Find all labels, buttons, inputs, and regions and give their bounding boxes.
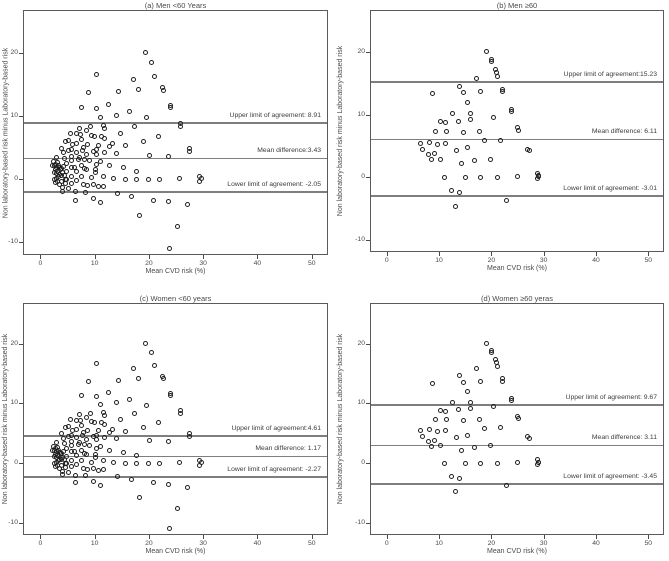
data-point [61, 150, 66, 155]
data-point [68, 131, 73, 136]
data-point [453, 204, 458, 209]
data-point [106, 102, 111, 107]
data-point [107, 144, 112, 149]
y-axis-tick-label: -10 [355, 519, 365, 527]
data-point [459, 448, 464, 453]
y-axis-tick-label: 0 [14, 175, 18, 183]
x-axis-tick [257, 255, 258, 259]
data-point [432, 151, 437, 156]
upper-limit-line-label: Upper limit of agreement:4.61 [231, 424, 321, 432]
upper-limit-line-label: Upper limit of agreement: 9.67 [565, 394, 657, 402]
y-axis-tick [19, 53, 23, 54]
chart-title: (d) Women ≥60 yeras [481, 294, 553, 303]
y-axis-tick [366, 52, 370, 53]
data-point [115, 474, 120, 479]
data-point [488, 157, 493, 162]
mean-difference-line [371, 139, 663, 140]
data-point [199, 176, 204, 181]
data-point [79, 137, 84, 142]
data-point [134, 177, 139, 182]
y-axis-tick [366, 115, 370, 116]
data-point [69, 181, 74, 186]
upper-limit-line-label: Upper limit of agreement:15.23 [563, 71, 657, 79]
mean-difference-line-label: Mean difference: 6.11 [591, 128, 657, 136]
data-point [136, 376, 141, 381]
data-point [443, 409, 448, 414]
data-point [453, 489, 458, 494]
data-point [116, 378, 121, 383]
data-point [118, 131, 123, 136]
x-axis-tick [648, 535, 649, 539]
upper-limit-line [371, 81, 663, 83]
data-point [442, 175, 447, 180]
data-point [69, 174, 74, 179]
data-point [101, 184, 106, 189]
data-point [468, 406, 473, 411]
data-point [96, 143, 101, 148]
data-point [461, 380, 466, 385]
x-axis-tick-label: 0 [384, 257, 389, 264]
y-axis-tick-label: 20 [357, 339, 365, 347]
data-point [477, 129, 482, 134]
data-point [143, 341, 148, 346]
y-axis-tick-label: 10 [357, 399, 365, 407]
data-point [149, 60, 154, 65]
data-point [99, 134, 104, 139]
data-point [433, 417, 438, 422]
chart-title: (a) Men <60 Years [144, 1, 207, 10]
data-point [527, 436, 532, 441]
x-axis-tick [648, 252, 649, 256]
data-point [430, 91, 435, 96]
data-point [516, 416, 521, 421]
data-point [89, 460, 94, 465]
x-axis-tick-label: 0 [38, 540, 43, 547]
data-point [106, 390, 111, 395]
data-point [131, 366, 136, 371]
x-axis-tick [95, 255, 96, 259]
y-axis-tick [19, 344, 23, 345]
mean-difference-line-label: Mean difference: 3.11 [591, 433, 657, 441]
x-axis-tick-label: 20 [487, 540, 496, 547]
x-axis-tick [312, 255, 313, 259]
data-point [136, 87, 141, 92]
panel-men-under60 [0, 0, 335, 280]
y-axis-tick [19, 463, 23, 464]
data-point [498, 138, 503, 143]
data-point [59, 146, 64, 151]
data-point [132, 411, 137, 416]
x-axis-tick [387, 535, 388, 539]
x-axis-tick [203, 535, 204, 539]
x-axis-tick-label: 10 [90, 540, 99, 547]
data-point [98, 115, 103, 120]
y-axis-tick-label: 20 [10, 48, 18, 56]
data-point [161, 88, 166, 93]
data-point [504, 198, 509, 203]
x-axis-tick [596, 535, 597, 539]
data-point [87, 443, 92, 448]
data-point [459, 161, 464, 166]
x-axis-tick-label: 40 [253, 260, 262, 267]
data-point [146, 461, 151, 466]
data-point [86, 379, 91, 384]
data-point [151, 198, 156, 203]
x-axis-label: Mean CVD risk (%) [145, 548, 206, 555]
data-point [118, 417, 123, 422]
data-point [443, 141, 448, 146]
data-point [77, 126, 82, 131]
data-point [132, 124, 137, 129]
x-axis-tick [387, 252, 388, 256]
lower-limit-line [371, 483, 663, 485]
x-axis-tick [257, 535, 258, 539]
data-point [156, 420, 161, 425]
data-point [111, 176, 116, 181]
mean-difference-line [24, 456, 327, 457]
data-point [450, 400, 455, 405]
x-axis-tick-label: 20 [145, 260, 153, 267]
chart-title: (b) Men ≥60 [496, 1, 538, 10]
data-point [463, 175, 468, 180]
data-point [457, 84, 462, 89]
lower-limit-line [24, 476, 327, 478]
y-axis-tick [19, 403, 23, 404]
data-point [114, 151, 119, 156]
y-axis-tick [19, 523, 23, 524]
data-point [85, 467, 90, 472]
data-point [74, 141, 79, 146]
y-axis-tick-label: 0 [14, 459, 18, 467]
x-axis-tick [439, 535, 440, 539]
data-point [111, 460, 116, 465]
x-axis-tick [544, 535, 545, 539]
data-point [114, 113, 119, 118]
data-point [516, 128, 521, 133]
data-point [432, 438, 437, 443]
data-point [495, 364, 500, 369]
x-axis-tick-label: 30 [539, 540, 548, 547]
data-point [427, 140, 432, 145]
x-axis-label: Mean CVD risk (%) [487, 265, 547, 272]
x-axis-tick-label: 0 [384, 540, 389, 547]
chart-title: (c) Women <60 years [139, 294, 212, 303]
x-axis-tick-label: 0 [38, 260, 43, 267]
data-point [478, 461, 483, 466]
data-point [143, 50, 148, 55]
y-axis-tick [366, 177, 370, 178]
y-axis-tick-label: 20 [357, 48, 365, 56]
data-point [465, 100, 470, 105]
data-point [61, 436, 66, 441]
data-point [93, 452, 98, 457]
data-point [66, 470, 71, 475]
data-point [102, 150, 107, 155]
data-point [438, 157, 443, 162]
x-axis-tick-label: 40 [592, 540, 600, 547]
y-axis-tick [19, 242, 23, 243]
data-point [87, 158, 92, 163]
x-axis-tick-label: 40 [253, 540, 262, 547]
data-point [157, 177, 162, 182]
x-axis-tick-label: 50 [644, 257, 653, 264]
data-point [478, 175, 483, 180]
x-axis-tick [439, 252, 440, 256]
data-point [433, 129, 438, 134]
data-point [199, 460, 204, 465]
data-point [156, 134, 161, 139]
data-point [74, 427, 79, 432]
data-point [73, 473, 78, 478]
data-point [167, 526, 172, 531]
x-axis-tick-label: 30 [199, 260, 207, 267]
data-point [482, 426, 487, 431]
x-axis-tick-label: 50 [307, 540, 316, 547]
x-axis-tick [95, 535, 96, 539]
lower-limit-line-label: Lower limit of agreement: -3.01 [563, 184, 657, 192]
panel-women-over60 [335, 281, 669, 561]
data-point [98, 444, 103, 449]
x-axis-tick [203, 255, 204, 259]
data-point [454, 148, 459, 153]
data-point [60, 469, 65, 474]
data-point [495, 461, 500, 466]
lower-limit-line-label: Lower limit of agreement: -2.27 [227, 465, 321, 473]
y-axis-tick-label: 0 [361, 459, 365, 467]
data-point [123, 177, 128, 182]
data-point [175, 506, 180, 511]
x-axis-tick [491, 252, 492, 256]
data-point [134, 461, 139, 466]
x-axis-tick [149, 255, 150, 259]
x-axis-label: Mean CVD risk (%) [145, 268, 206, 275]
data-point [101, 458, 106, 463]
data-point [515, 460, 520, 465]
data-point [123, 461, 128, 466]
data-point [85, 428, 90, 433]
mean-difference-line-label: Mean difference: 1.17 [255, 445, 321, 453]
x-axis-tick-label: 20 [145, 540, 153, 547]
y-axis-tick-label: 0 [361, 173, 365, 181]
data-point [73, 189, 78, 194]
x-axis-tick-label: 10 [90, 260, 99, 267]
data-point [491, 404, 496, 409]
data-point [82, 451, 87, 456]
upper-limit-line [371, 404, 663, 406]
y-axis-tick [366, 523, 370, 524]
data-point [134, 169, 139, 174]
data-point [157, 461, 162, 466]
data-point [418, 141, 423, 146]
y-axis-tick [366, 240, 370, 241]
lower-limit-line [371, 195, 663, 197]
y-axis-tick-label: 10 [10, 112, 18, 120]
data-point [134, 453, 139, 458]
y-axis-tick [366, 463, 370, 464]
y-axis-label: Non laboratory-based risk minus Laboratory-based risk [337, 45, 344, 217]
data-point [79, 423, 84, 428]
data-point [98, 483, 103, 488]
data-point [435, 142, 440, 147]
data-point [68, 417, 73, 422]
data-point [495, 74, 500, 79]
y-axis-tick-label: -10 [8, 238, 18, 246]
y-axis-tick-label: 10 [357, 110, 365, 118]
data-point [72, 165, 77, 170]
y-axis-tick [19, 116, 23, 117]
data-point [438, 119, 443, 124]
mean-difference-line [371, 445, 663, 446]
data-point [131, 77, 136, 82]
x-axis-tick [544, 252, 545, 256]
data-point [96, 468, 101, 473]
data-point [116, 89, 121, 94]
data-point [430, 381, 435, 386]
y-axis-tick-label: -10 [355, 235, 365, 243]
data-point [456, 119, 461, 124]
x-axis-tick [40, 255, 41, 259]
panel-men-over60 [335, 0, 669, 280]
data-point [465, 433, 470, 438]
data-point [456, 407, 461, 412]
lower-limit-line-label: Lower limit of agreement: -3.45 [563, 472, 657, 480]
x-axis-tick-label: 10 [435, 540, 443, 547]
data-point [465, 389, 470, 394]
x-axis-tick [596, 252, 597, 256]
data-point [463, 461, 468, 466]
data-point [438, 408, 443, 413]
data-point [88, 411, 93, 416]
x-axis-tick [312, 535, 313, 539]
data-point [101, 174, 106, 179]
data-point [86, 90, 91, 95]
x-axis-tick [40, 535, 41, 539]
data-point [73, 198, 78, 203]
data-point [435, 429, 440, 434]
data-point [167, 246, 172, 251]
y-axis-tick [366, 403, 370, 404]
data-point [454, 435, 459, 440]
y-axis-label: Non laboratory-based risk minus Laboratory-based risk [2, 47, 9, 218]
data-point [166, 482, 171, 487]
data-point [461, 418, 466, 423]
y-axis-tick-label: 10 [10, 399, 18, 407]
data-point [74, 150, 79, 155]
mean-difference-line-label: Mean difference:3.43 [257, 146, 321, 154]
data-point [121, 450, 126, 455]
data-point [102, 435, 107, 440]
data-point [515, 174, 520, 179]
x-axis-tick-label: 40 [592, 257, 600, 264]
y-axis-tick [366, 344, 370, 345]
upper-limit-line [24, 122, 327, 124]
y-axis-tick [19, 179, 23, 180]
data-point [166, 199, 171, 204]
data-point [91, 149, 96, 154]
x-axis-tick-label: 30 [199, 540, 207, 547]
y-axis-label: Non laboratory-based risk minus Laboratory-based risk [337, 333, 344, 505]
y-axis-tick-label: 20 [10, 339, 18, 347]
data-point [98, 200, 103, 205]
data-point [107, 430, 112, 435]
x-axis-tick-label: 20 [487, 257, 496, 264]
lower-limit-line [24, 191, 327, 193]
x-axis-tick [149, 535, 150, 539]
data-point [166, 154, 171, 159]
upper-limit-line-label: Upper limit of agreement: 8.91 [229, 111, 321, 119]
data-point [477, 417, 482, 422]
data-point [80, 148, 85, 153]
x-axis-label: Mean CVD risk (%) [487, 548, 547, 555]
data-point [78, 132, 83, 137]
x-axis-tick-label: 10 [435, 257, 443, 264]
x-axis-tick [491, 535, 492, 539]
data-point [66, 186, 71, 191]
data-point [76, 157, 81, 162]
data-point [461, 130, 466, 135]
panel-women-under60 [0, 281, 335, 561]
data-point [495, 175, 500, 180]
data-point [115, 191, 120, 196]
data-point [504, 483, 509, 488]
y-axis-tick-label: -10 [8, 519, 18, 527]
x-axis-tick-label: 50 [644, 540, 653, 547]
data-point [98, 159, 103, 164]
x-axis-tick-label: 30 [539, 257, 548, 264]
y-axis-label: Non laboratory-based risk minus Laboratory-based risk [2, 333, 9, 505]
data-point [449, 474, 454, 479]
data-point [484, 341, 489, 346]
data-point [146, 177, 151, 182]
lower-limit-line-label: Lower limit of agreement: -2.05 [227, 181, 321, 189]
x-axis-tick-label: 50 [307, 260, 316, 267]
data-point [144, 403, 149, 408]
